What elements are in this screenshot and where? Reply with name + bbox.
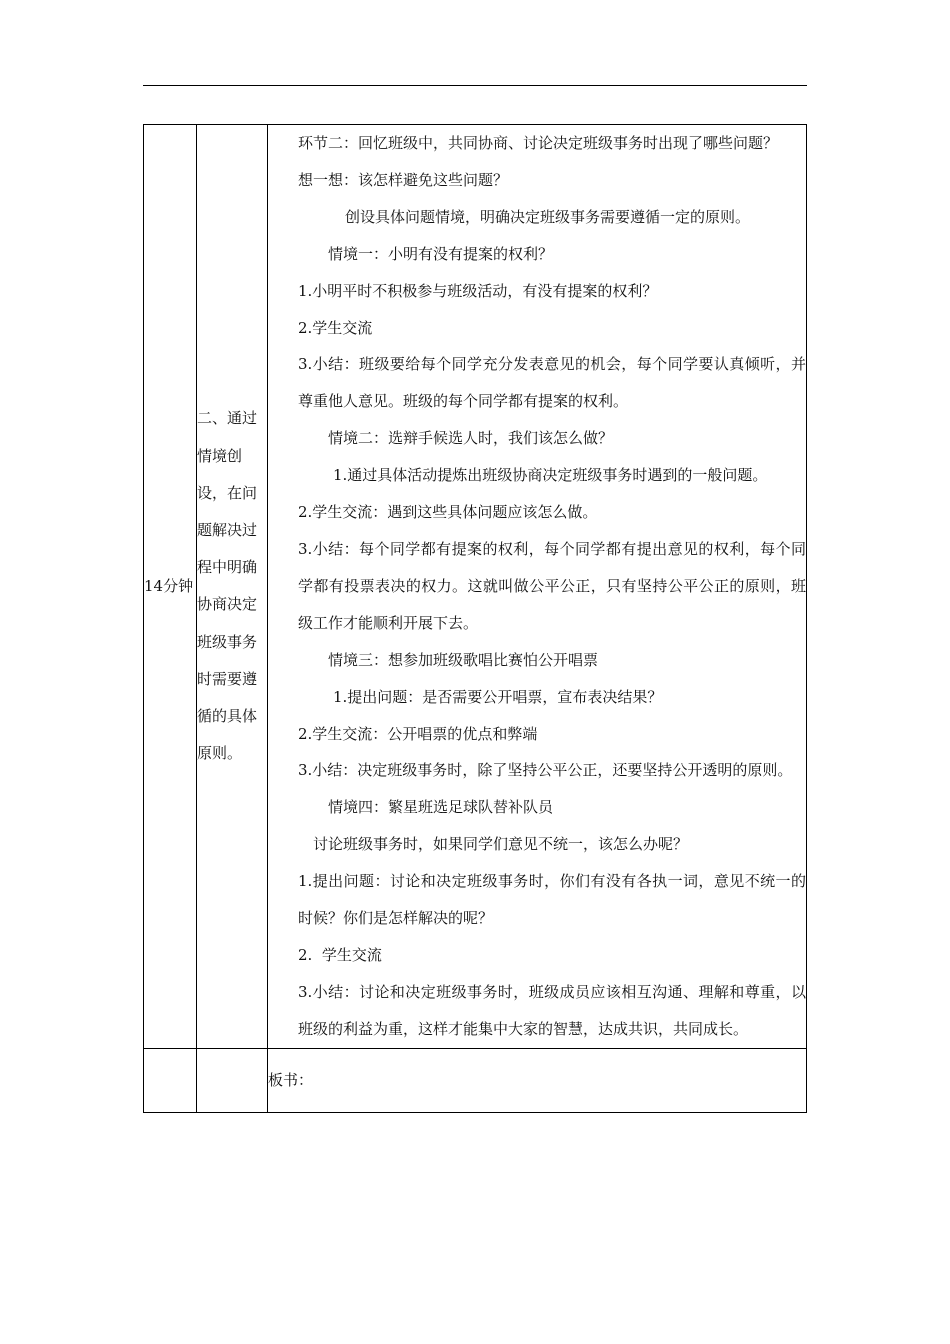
table-row [144,1048,807,1112]
content-paragraph: 3.小结：班级要给每个同学充分发表意见的机会，每个同学要认真倾听，并尊重他人意见。班级的每个同学都有提案的权利。 [298,355,806,411]
content-paragraph: 3.小结：决定班级事务时，除了坚持公平公正，还要坚持公开透明的原则。 [298,761,793,780]
content-paragraph: 3.小结：每个同学都有提案的权利，每个同学都有提出意见的权利，每个同学都有投票表决的权力。这就叫做公平公正，只有坚持公平公正的原则，班级工作才能顺利开展下去。 [298,539,806,632]
content-paragraph: 2.学生交流 [298,318,373,337]
content-paragraph: 情境一：小明有没有提案的权利？ [328,244,554,263]
step-cell [197,1048,268,1112]
content-paragraph: 2.学生交流：遇到这些具体问题应该怎么做。 [298,503,598,522]
content-paragraph: 1.提出问题：讨论和决定班级事务时，你们有没有各执一词，意见不统一的时候？你们是怎样解决的呢？ [298,872,806,928]
content-paragraph: 创设具体问题情境，明确决定班级事务需要遵循一定的原则。 [345,207,751,226]
content-paragraph: 2.学生交流：公开唱票的优点和弊端 [298,724,538,743]
lesson-plan-table [143,124,807,1113]
content-cell [268,125,807,1049]
content-paragraph: 1.小明平时不积极参与班级活动，有没有提案的权利？ [298,281,658,300]
content-paragraph: 1.提出问题：是否需要公开唱票，宣布表决结果？ [333,687,663,706]
time-cell [144,1048,197,1112]
content-paragraph: 情境三：想参加班级歌唱比赛怕公开唱票 [328,650,599,669]
content-paragraph: 情境二：选辩手候选人时，我们该怎么做？ [328,429,614,448]
content-paragraph: 想一想：该怎样避免这些问题？ [298,170,509,189]
content-paragraph: 讨论班级事务时，如果同学们意见不统一，该怎么办呢？ [313,835,689,854]
time-cell: 14分钟 [144,125,197,1049]
content-paragraph: 1.通过具体活动提炼出班级协商决定班级事务时遇到的一般问题。 [333,466,768,485]
header-rule [143,85,807,86]
content-paragraph: 2. 学生交流 [298,945,382,964]
content-paragraph: 情境四：繁星班选足球队替补队员 [328,798,554,817]
content-paragraph: 环节二：回忆班级中，共同协商、讨论决定班级事务时出现了哪些问题？ [298,134,779,152]
board-cell: 板书： [268,1048,807,1112]
content-paragraph: 3.小结：讨论和决定班级事务时，班级成员应该相互沟通、理解和尊重，以班级的利益为重，这样才能集中大家的智慧，达成共识，共同成长。 [298,982,806,1038]
table-row [144,125,807,1049]
step-cell: 二、通过情境创设，在问题解决过程中明确协商决定班级事务时需要遵循的具体原则。 [197,125,268,1049]
